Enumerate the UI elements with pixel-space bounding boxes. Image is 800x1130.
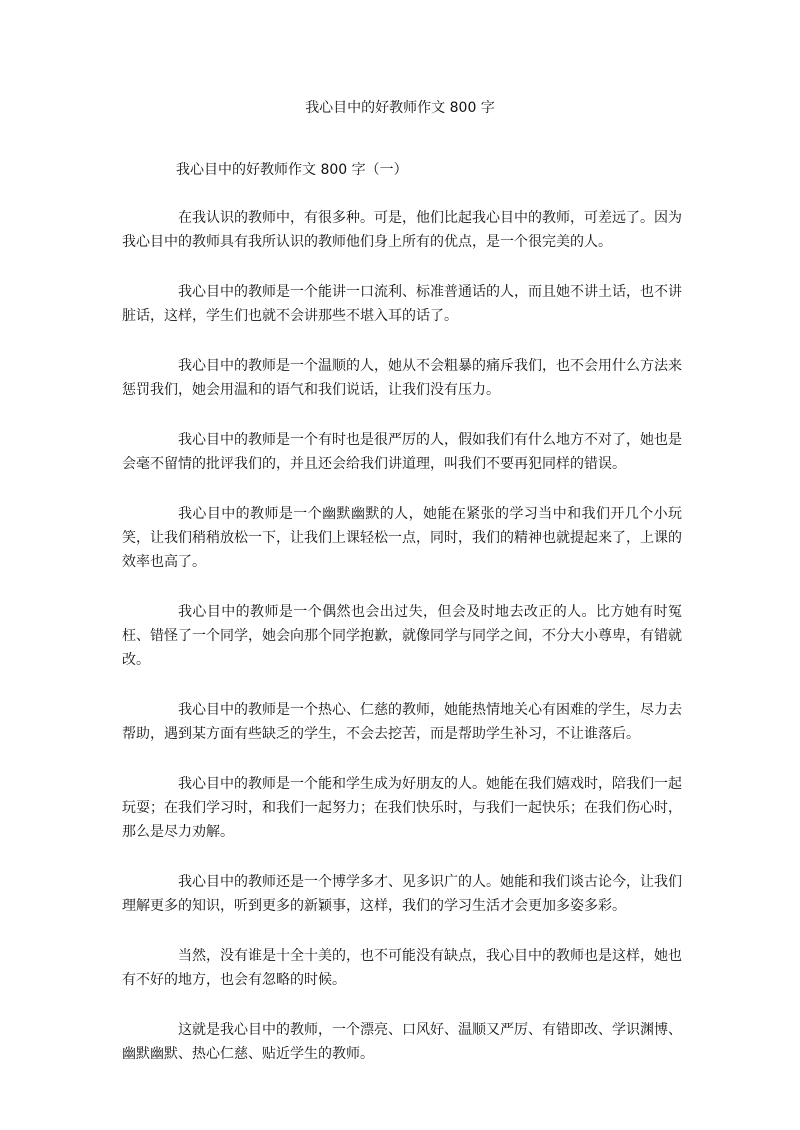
paragraph-2: 我心目中的教师是一个能讲一口流利、标准普通话的人，而且她不讲土话，也不讲脏话，这样，学生们也就不会讲那些不堪入耳的话了。 bbox=[122, 284, 682, 324]
paragraph-9: 我心目中的教师还是一个博学多才、见多识广的人。她能和我们谈古论今，让我们理解更多的知识，听到更多的新颖事，这样，我们的学习生活才会更加多姿多彩。 bbox=[122, 874, 682, 914]
paragraph-8: 我心目中的教师是一个能和学生成为好朋友的人。她能在我们嬉戏时，陪我们一起玩耍；在我们学习时，和我们一起努力；在我们快乐时，与我们一起快乐；在我们伤心时，那么是尽力劝解。 bbox=[122, 776, 682, 840]
section-heading: 我心目中的好教师作文 800 字（一） bbox=[176, 162, 408, 178]
document-body bbox=[122, 206, 682, 1092]
paragraph-11: 这就是我心目中的教师，一个漂亮、口风好、温顺又严厉、有错即改、学识渊博、幽默幽默、热心仁慈、贴近学生的教师。 bbox=[122, 1022, 682, 1062]
paragraph-3: 我心目中的教师是一个温顺的人，她从不会粗暴的痛斥我们，也不会用什么方法来惩罚我们，她会用温和的语气和我们说话，让我们没有压力。 bbox=[122, 358, 682, 398]
document-title: 我心目中的好教师作文 800 字 bbox=[305, 100, 495, 116]
paragraph-5: 我心目中的教师是一个幽默幽默的人，她能在紧张的学习当中和我们开几个小玩笑，让我们稍稍放松一下，让我们上课轻松一点，同时，我们的精神也就提起来了，上课的效率也高了。 bbox=[122, 506, 682, 570]
paragraph-1: 在我认识的教师中，有很多种。可是，他们比起我心目中的教师，可差远了。因为我心目中的教师具有我所认识的教师他们身上所有的优点，是一个很完美的人。 bbox=[122, 210, 682, 250]
paragraph-4: 我心目中的教师是一个有时也是很严厉的人，假如我们有什么地方不对了，她也是会毫不留情的批评我们的，并且还会给我们讲道理，叫我们不要再犯同样的错误。 bbox=[122, 432, 682, 472]
paragraph-10: 当然，没有谁是十全十美的，也不可能没有缺点，我心目中的教师也是这样，她也有不好的地方，也会有忽略的时候。 bbox=[122, 948, 682, 988]
paragraph-6: 我心目中的教师是一个偶然也会出过失，但会及时地去改正的人。比方她有时冤枉、错怪了一个同学，她会向那个同学抱歉，就像同学与同学之间，不分大小尊卑，有错就改。 bbox=[122, 604, 682, 668]
paragraph-7: 我心目中的教师是一个热心、仁慈的教师，她能热情地关心有困难的学生，尽力去帮助，遇到某方面有些缺乏的学生，不会去挖苦，而是帮助学生补习，不让谁落后。 bbox=[122, 702, 682, 742]
